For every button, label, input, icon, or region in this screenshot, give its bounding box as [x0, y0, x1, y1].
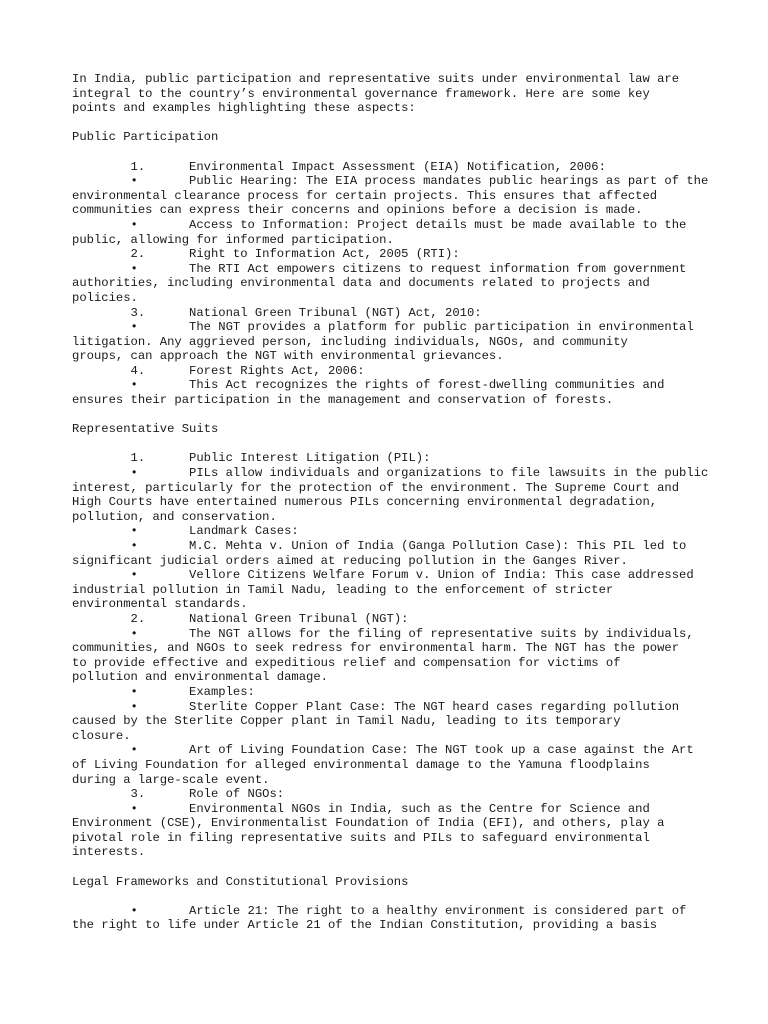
text-line: communities can express their concerns and opinions before a decision is made. — [72, 203, 643, 218]
blank-line — [72, 408, 704, 423]
blank-line — [72, 116, 704, 131]
text-line: integral to the country’s environmental governance framework. Here are some key — [72, 86, 650, 101]
document-body — [72, 72, 709, 933]
text-line: High Courts have entertained numerous PILs concerning environmental degradation, — [72, 495, 658, 510]
text-line: • The NGT provides a platform for public participation in environmental — [72, 320, 694, 335]
text-line: litigation. Any aggrieved person, including individuals, NGOs, and community — [72, 334, 628, 349]
text-line: • The RTI Act empowers citizens to request information from government — [72, 261, 687, 276]
text-line: Representative Suits — [72, 422, 219, 437]
text-line: ensures their participation in the management and conservation of forests. — [72, 393, 614, 408]
text-line: Legal Frameworks and Constitutional Provisions — [72, 874, 409, 889]
text-line: groups, can approach the NGT with environmental grievances. — [72, 349, 504, 364]
text-line: to provide effective and expeditious relief and compensation for victims of — [72, 655, 621, 670]
text-line: In India, public participation and representative suits under environmental law are — [72, 72, 680, 86]
text-line: 1. Environmental Impact Assessment (EIA) Notification, 2006: — [72, 159, 606, 174]
text-line: • The NGT allows for the filing of representative suits by individuals, — [72, 626, 694, 641]
blank-line — [72, 889, 704, 904]
text-line: authorities, including environmental data and documents related to projects and — [72, 276, 650, 291]
text-line: interest, particularly for the protection of the environment. The Supreme Court and — [72, 480, 680, 495]
text-line: • Access to Information: Project details must be made available to the — [72, 217, 687, 232]
text-line: environmental clearance process for certain projects. This ensures that affected — [72, 188, 658, 203]
text-line: significant judicial orders aimed at reducing pollution in the Ganges River. — [72, 553, 628, 568]
text-line: caused by the Sterlite Copper plant in Tamil Nadu, leading to its temporary — [72, 714, 621, 729]
text-line: industrial pollution in Tamil Nadu, leading to the enforcement of stricter — [72, 582, 614, 597]
text-line: • Examples: — [72, 684, 255, 699]
text-line: 2. National Green Tribunal (NGT): — [72, 611, 409, 626]
text-line: during a large-scale event. — [72, 772, 270, 787]
text-line: interests. — [72, 845, 146, 860]
text-line: pollution and environmental damage. — [72, 670, 328, 685]
text-line: • M.C. Mehta v. Union of India (Ganga Pollution Case): This PIL led to — [72, 539, 687, 553]
text-line: 1. Public Interest Litigation (PIL): — [72, 451, 431, 466]
blank-line — [72, 860, 704, 875]
text-line: Environment (CSE), Environmentalist Foundation of India (EFI), and others, play a — [72, 816, 665, 831]
text-line: • Art of Living Foundation Case: The NGT took up a case against the Art — [72, 743, 694, 758]
text-line: 3. National Green Tribunal (NGT) Act, 2010: — [72, 305, 482, 320]
text-line: 3. Role of NGOs: — [72, 787, 285, 802]
text-line: environmental standards. — [72, 597, 248, 612]
text-line: • Vellore Citizens Welfare Forum v. Union of India: This case addressed — [72, 568, 694, 583]
text-line: policies. — [72, 290, 138, 305]
text-line: the right to life under Article 21 of the Indian Constitution, providing a basis — [72, 918, 658, 933]
text-line: pivotal role in filing representative suits and PILs to safeguard environmental — [72, 830, 650, 845]
text-line: • Public Hearing: The EIA process mandates public hearings as part of the — [72, 174, 709, 189]
blank-line — [72, 437, 704, 452]
text-line: • Environmental NGOs in India, such as the Centre for Science and — [72, 801, 650, 816]
text-line: • This Act recognizes the rights of forest-dwelling communities and — [72, 378, 665, 393]
text-line: of Living Foundation for alleged environmental damage to the Yamuna floodplains — [72, 757, 650, 772]
text-line: 4. Forest Rights Act, 2006: — [72, 363, 365, 378]
text-line: communities, and NGOs to seek redress for environmental harm. The NGT has the power — [72, 641, 680, 656]
blank-line — [72, 145, 704, 160]
text-line: public, allowing for informed participation. — [72, 232, 394, 247]
text-line: • PILs allow individuals and organizations to file lawsuits in the public — [72, 466, 709, 481]
text-line: pollution, and conservation. — [72, 509, 277, 524]
text-line: • Landmark Cases: — [72, 524, 299, 539]
text-line: closure. — [72, 728, 131, 743]
text-line: • Sterlite Copper Plant Case: The NGT heard cases regarding pollution — [72, 699, 680, 714]
text-line: points and examples highlighting these aspects: — [72, 101, 416, 116]
text-line: 2. Right to Information Act, 2005 (RTI): — [72, 247, 460, 262]
text-line: • Article 21: The right to a healthy environment is considered part of — [72, 903, 687, 918]
text-line: Public Participation — [72, 130, 219, 145]
